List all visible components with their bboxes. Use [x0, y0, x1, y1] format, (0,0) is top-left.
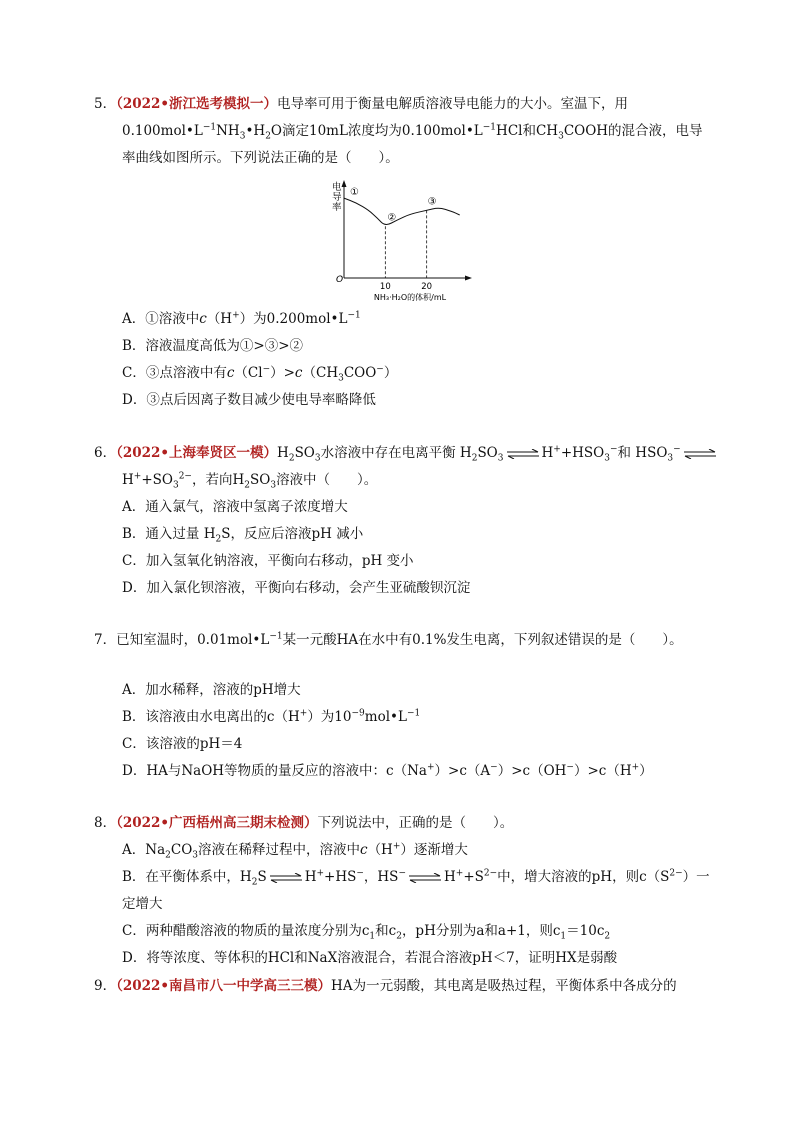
- option-text: 溶液温度高低为①>③>②: [145, 338, 304, 354]
- option-label: D．: [122, 763, 147, 779]
- option-text: H: [304, 869, 317, 885]
- q5-text: 0.100mol•L: [122, 123, 203, 139]
- sup: 2−: [178, 471, 192, 482]
- sup: −1: [406, 708, 421, 719]
- option-label: A．: [122, 682, 146, 698]
- chart-point-label-3: ③: [427, 196, 437, 208]
- option-label: C．: [122, 923, 146, 939]
- q9-number: 9．: [94, 978, 117, 994]
- sub: 1: [560, 931, 567, 942]
- q5-option-a: [94, 306, 734, 333]
- q8-option-b-cont: 定增大: [122, 896, 163, 912]
- sub: 2: [165, 850, 171, 861]
- text: ，若向H: [191, 472, 245, 488]
- option-text: （CH: [302, 365, 339, 381]
- sup: 2−: [483, 868, 498, 879]
- sup: +: [232, 310, 240, 321]
- q6-line-1: [94, 440, 734, 467]
- sup: −: [262, 364, 271, 375]
- option-text: c: [199, 311, 207, 327]
- sup: −9: [351, 708, 365, 719]
- option-text: ，HS: [363, 869, 399, 885]
- sup: +: [299, 708, 308, 719]
- q8-option-d: [94, 945, 734, 972]
- sup: −: [673, 444, 681, 455]
- q6-line-2: [94, 467, 734, 494]
- q5-line-1: [94, 91, 734, 118]
- option-text: 通入氯气，溶液中氢离子浓度增大: [145, 499, 348, 515]
- q5-line-2: [94, 118, 734, 145]
- sup: −: [490, 762, 498, 773]
- sup: −: [398, 868, 406, 879]
- q5-source: （2022•浙江选考模拟一）: [116, 96, 278, 112]
- q8-source: （2022•广西梧州高三期末检测）: [116, 815, 318, 831]
- sub: 3: [604, 453, 610, 464]
- option-text: 两种醋酸溶液的物质的量浓度分别为c: [145, 923, 370, 939]
- option-label: A．: [122, 842, 146, 858]
- text: SO: [294, 445, 315, 461]
- q5-text: HCl和CH: [496, 123, 559, 139]
- question-8: [94, 810, 734, 972]
- q9-source: （2022•南昌市八一中学高三三模）: [116, 978, 332, 994]
- q9-line-1: [94, 973, 734, 1000]
- chart-origin-label: O: [336, 275, 344, 285]
- sup: −: [376, 364, 384, 375]
- q8-option-c: [94, 918, 734, 945]
- option-text: ，pH分别为a和a+1，则c: [401, 923, 561, 939]
- option-label: C．: [122, 553, 146, 569]
- chart-ylabel-2: 导: [332, 192, 342, 203]
- q5-options: [94, 306, 734, 414]
- q5-text: O滴定10mL浓度均为0.100mol•L: [270, 123, 483, 139]
- option-text: （H: [367, 842, 393, 858]
- option-label: B．: [122, 869, 146, 885]
- q7-options: [94, 677, 734, 785]
- option-text: ）: [639, 763, 653, 779]
- text: 某一元酸HA在水中有0.1%发生电离，下列叙述错误的是（ ）。: [282, 632, 683, 648]
- chart-ylabel-3: 率: [332, 202, 342, 213]
- text: SO: [250, 472, 271, 488]
- sup: −: [609, 444, 618, 455]
- q5-option-b: [94, 333, 734, 360]
- option-label: C．: [122, 736, 146, 752]
- option-text: S: [257, 869, 267, 885]
- option-text: ）: [383, 365, 398, 381]
- q5-text: NH: [216, 123, 240, 139]
- sup: +: [455, 868, 464, 879]
- option-text: +HS: [324, 869, 357, 885]
- sub: 2: [396, 931, 402, 942]
- option-text: S，反应后溶液pH 减小: [221, 526, 364, 542]
- question-9: [94, 973, 734, 1000]
- q5-sub: 3: [239, 131, 246, 142]
- option-text: ）>: [270, 365, 295, 381]
- sub: 2: [244, 480, 250, 491]
- option-text: 在平衡体系中，H: [145, 869, 252, 885]
- sub: 2: [251, 877, 258, 888]
- sub: 3: [192, 850, 198, 861]
- option-text: CO: [170, 842, 193, 858]
- q7-number: 7．: [94, 632, 117, 648]
- option-text: c: [360, 842, 368, 858]
- option-text: ）为0.200mol•L: [239, 311, 348, 327]
- sub: 3: [172, 480, 179, 491]
- option-text: ）>c（H: [573, 763, 632, 779]
- sup: +: [631, 762, 640, 773]
- sub: 2: [215, 534, 222, 545]
- q5-text: COOH的混合液，电导: [563, 123, 703, 139]
- q5-sup: −1: [202, 122, 217, 133]
- chart-ylabel-1: 电: [332, 182, 342, 193]
- option-text: ＝10c: [566, 923, 605, 939]
- sub: 3: [667, 453, 674, 464]
- chart-x-tick-10: 10: [379, 282, 391, 292]
- sup: +: [133, 471, 142, 482]
- option-text: （H: [206, 311, 233, 327]
- q5-text: •H: [245, 123, 266, 139]
- option-label: D．: [122, 392, 147, 408]
- text: 水溶液中存在电离平衡 H: [320, 445, 472, 461]
- q7-line-1: [94, 627, 734, 654]
- sub: 2: [604, 931, 611, 942]
- q6-number: 6．: [94, 445, 117, 461]
- chart-x-arrow: [465, 276, 472, 281]
- option-text: 中，增大溶液的pH，则c（S: [497, 869, 670, 885]
- option-text: ③点后因离子数目减少使电导率略降低: [146, 392, 376, 408]
- option-text: c: [294, 365, 303, 381]
- option-label: A．: [122, 311, 146, 327]
- option-text: ①溶液中: [145, 311, 200, 327]
- q6-option-a: [94, 494, 734, 521]
- option-label: B．: [122, 709, 146, 725]
- equilibrium-arrow-icon: [269, 873, 303, 883]
- option-text: COO: [343, 365, 377, 381]
- question-5: [94, 91, 734, 172]
- text: 已知室温时，0.01mol•L: [116, 632, 270, 648]
- sub: 1: [369, 931, 376, 942]
- option-text: 该溶液由水电离出的c（H: [145, 709, 300, 725]
- sup: −: [356, 868, 364, 879]
- option-label: D．: [122, 950, 147, 966]
- option-text: mol•L: [364, 709, 407, 725]
- q5-line-3: 率曲线如图所示。下列说法正确的是（ ）。: [122, 150, 399, 166]
- equilibrium-arrow-icon: [683, 449, 717, 459]
- chart-point-label-1: ①: [350, 187, 359, 199]
- conductivity-chart: [326, 178, 476, 302]
- q6-option-b: [94, 521, 734, 548]
- option-label: C．: [122, 365, 146, 381]
- option-text: 溶液在稀释过程中，溶液中: [198, 842, 360, 858]
- text: 溶液中（ ）。: [276, 472, 378, 488]
- option-text: ）为10: [307, 709, 352, 725]
- sub: 3: [270, 480, 277, 491]
- q6-source: （2022•上海奉贤区一模）: [116, 445, 278, 461]
- option-text: 该溶液的pH＝4: [145, 736, 243, 752]
- q6-option-d: [94, 575, 734, 602]
- question-7: [94, 627, 734, 654]
- q5-option-d: [94, 387, 734, 414]
- q5-sup: −1: [482, 122, 497, 133]
- sup: −1: [269, 631, 283, 642]
- q5-sub: 3: [558, 131, 564, 142]
- text: HA为一元弱酸，其电离是吸热过程，平衡体系中各成分的: [331, 978, 677, 994]
- sub: 2: [471, 453, 478, 464]
- option-label: B．: [122, 338, 146, 354]
- text: H: [277, 445, 289, 461]
- option-text: ③点溶液中有: [145, 365, 227, 381]
- text: H: [541, 445, 554, 461]
- sub: 3: [314, 453, 321, 464]
- question-6: [94, 440, 734, 602]
- sup: −1: [347, 310, 361, 321]
- chart-point-label-2: ②: [387, 212, 397, 224]
- text: +HSO: [560, 445, 605, 461]
- option-text: ）>c（OH: [497, 763, 567, 779]
- q5-sub: 2: [265, 131, 271, 142]
- sup: 2−: [669, 868, 683, 879]
- sup: +: [316, 868, 325, 879]
- q5-stem-1: 电导率可用于衡量电解质溶液导电能力的大小。室温下，用: [277, 96, 629, 112]
- option-text: ）一: [682, 869, 710, 885]
- option-text: 和c: [375, 923, 397, 939]
- q7-option-c: [94, 731, 734, 758]
- text: 和 HSO: [617, 445, 668, 461]
- option-label: D．: [122, 580, 147, 596]
- option-label: B．: [122, 526, 146, 542]
- q8-option-a: [94, 837, 734, 864]
- option-text: ）逐渐增大: [400, 842, 468, 858]
- text: +SO: [141, 472, 173, 488]
- text: H: [122, 472, 134, 488]
- chart-y-arrow: [342, 180, 347, 187]
- q5-option-c: [94, 360, 734, 387]
- option-text: Na: [145, 842, 166, 858]
- option-text: 加入氢氧化钠溶液，平衡向右移动，pH 变小: [145, 553, 414, 569]
- q7-option-a: [94, 677, 734, 704]
- sup: +: [553, 444, 561, 455]
- q6-option-c: [94, 548, 734, 575]
- q8-number: 8．: [94, 815, 117, 831]
- sub: 3: [497, 453, 504, 464]
- q8-line-1: [94, 810, 734, 837]
- option-text: 加入氯化钡溶液，平衡向右移动，会产生亚硫酸钡沉淀: [146, 580, 471, 596]
- option-text: +S: [463, 869, 484, 885]
- text: SO: [477, 445, 498, 461]
- chart-x-tick-20: 20: [421, 282, 433, 292]
- equilibrium-arrow-icon: [506, 449, 540, 459]
- option-text: c: [226, 365, 235, 381]
- q7-option-d: [94, 758, 734, 785]
- sup: +: [392, 841, 401, 852]
- option-text: H: [443, 869, 456, 885]
- text: 下列说法中，正确的是（ ）。: [317, 815, 514, 831]
- equilibrium-arrow-icon: [408, 873, 442, 883]
- sup: +: [426, 762, 435, 773]
- sub: 2: [288, 453, 295, 464]
- option-label: A．: [122, 499, 146, 515]
- sub: 3: [338, 373, 344, 384]
- option-text: 通入过量 H: [145, 526, 216, 542]
- q5-number: 5．: [94, 96, 117, 112]
- chart-xlabel: NH₃·H₂O的体积/mL: [373, 293, 447, 302]
- option-text: HA与NaOH等物质的量反应的溶液中：c（Na: [146, 763, 427, 779]
- q7-option-b: [94, 704, 734, 731]
- sup: −: [566, 762, 574, 773]
- q8-option-b: [94, 864, 734, 891]
- option-text: ）>c（A: [434, 763, 491, 779]
- option-text: （Cl: [234, 365, 263, 381]
- option-text: 将等浓度、等体积的HCl和NaX溶液混合，若混合溶液pH＜7，证明HX是弱酸: [146, 950, 618, 966]
- chart-series-line: [344, 198, 460, 224]
- option-text: 加水稀释，溶液的pH增大: [145, 682, 301, 698]
